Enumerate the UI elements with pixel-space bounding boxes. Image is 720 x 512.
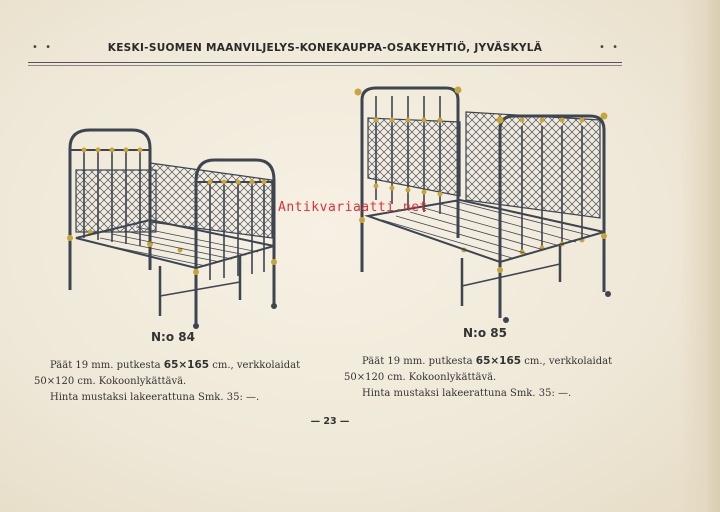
description-84-line1 <box>34 357 300 374</box>
desc-84-dimensions: 65×165 <box>163 359 210 371</box>
bed-84-illustration <box>67 130 277 329</box>
header-dots-right: • • <box>599 42 620 53</box>
description-84-line2: 50×120 cm. Kokoonlykättävä. <box>34 376 187 387</box>
desc-84-text-a: Päät 19 mm. putkesta <box>50 360 164 371</box>
model-label-84: N:o 84 <box>151 330 195 344</box>
description-84-line3: Hinta mustaksi lakeerattuna Smk. 35: —. <box>50 392 260 403</box>
model-label-85: N:o 85 <box>463 326 507 340</box>
watermark-text: Antikvariaatti.net <box>278 200 428 215</box>
description-85 <box>344 353 612 402</box>
description-84 <box>34 357 300 406</box>
header-dots-left: • • <box>32 42 53 53</box>
description-85-line2: 50×120 cm. Kokoonlykättävä. <box>344 372 497 383</box>
description-85-line3: Hinta mustaksi lakeerattuna Smk. 35: —. <box>362 388 572 399</box>
desc-84-text-c: cm., verkkolaidat <box>209 360 301 371</box>
page-number: — 23 — <box>310 416 350 427</box>
desc-85-dimensions: 65×165 <box>475 355 522 367</box>
desc-85-text-a: Päät 19 mm. putkesta <box>362 356 476 367</box>
description-85-line1 <box>344 353 612 370</box>
desc-85-text-c: cm., verkkolaidat <box>521 356 613 367</box>
header-title: KESKI-SUOMEN MAANVILJELYS-KONEKAUPPA-OSAKEYHTIÖ, JYVÄSKYLÄ <box>107 42 543 54</box>
